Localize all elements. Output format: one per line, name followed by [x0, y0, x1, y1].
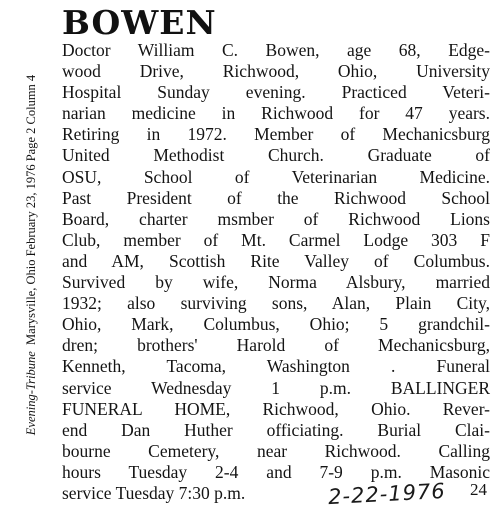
handwritten-date: 2-22-1976: [327, 478, 447, 509]
body-line: service Wednesday 1 p.m. BALLINGER: [62, 377, 490, 398]
obituary-body: [62, 40, 490, 504]
body-line: Retiring in 1972. Member of Mechanicsburg: [62, 124, 490, 145]
publication-location-date: Marysville, Ohio February 23, 1976 Page 2 Column 4: [24, 74, 38, 345]
obituary-headline: BOWEN: [62, 3, 217, 42]
body-line: wood Drive, Richwood, Ohio, University: [62, 61, 490, 82]
body-line: OSU, School of Veterinarian Medicine.: [62, 166, 490, 187]
body-line: end Dan Huther officiating. Burial Clai-: [62, 419, 490, 440]
body-line: service Tuesday 7:30 p.m.: [62, 482, 246, 503]
body-line: FUNERAL HOME, Richwood, Ohio. Rever-: [62, 398, 490, 419]
source-caption: [23, 15, 39, 495]
body-line: Ohio, Mark, Columbus, Ohio; 5 grandchil-: [62, 314, 490, 335]
body-line: narian medicine in Richwood for 47 years.: [62, 103, 490, 124]
body-line: Past President of the Richwood School: [62, 187, 490, 208]
body-line: Club, member of Mt. Carmel Lodge 303 F: [62, 229, 490, 250]
newspaper-name: Evening-Tribune: [24, 351, 38, 436]
body-line: hours Tuesday 2-4 and 7-9 p.m. Masonic: [62, 461, 490, 482]
body-line: Board, charter msmber of Richwood Lions: [62, 208, 490, 229]
body-line: Doctor William C. Bowen, age 68, Edge-: [62, 40, 490, 60]
body-line: dren; brothers' Harold of Mechanicsburg,: [62, 335, 490, 356]
body-line: United Methodist Church. Graduate of: [62, 145, 490, 166]
body-line: Survived by wife, Norma Alsbury, married: [62, 272, 490, 293]
body-line: Hospital Sunday evening. Practiced Veteri-: [62, 82, 490, 103]
body-line: Kenneth, Tacoma, Washington . Funeral: [62, 356, 490, 377]
body-line: bourne Cemetery, near Richwood. Calling: [62, 440, 490, 461]
page-number: 24: [470, 480, 487, 499]
body-line: and AM, Scottish Rite Valley of Columbus.: [62, 250, 490, 271]
body-line: 1932; also surviving sons, Alan, Plain City,: [62, 293, 490, 314]
